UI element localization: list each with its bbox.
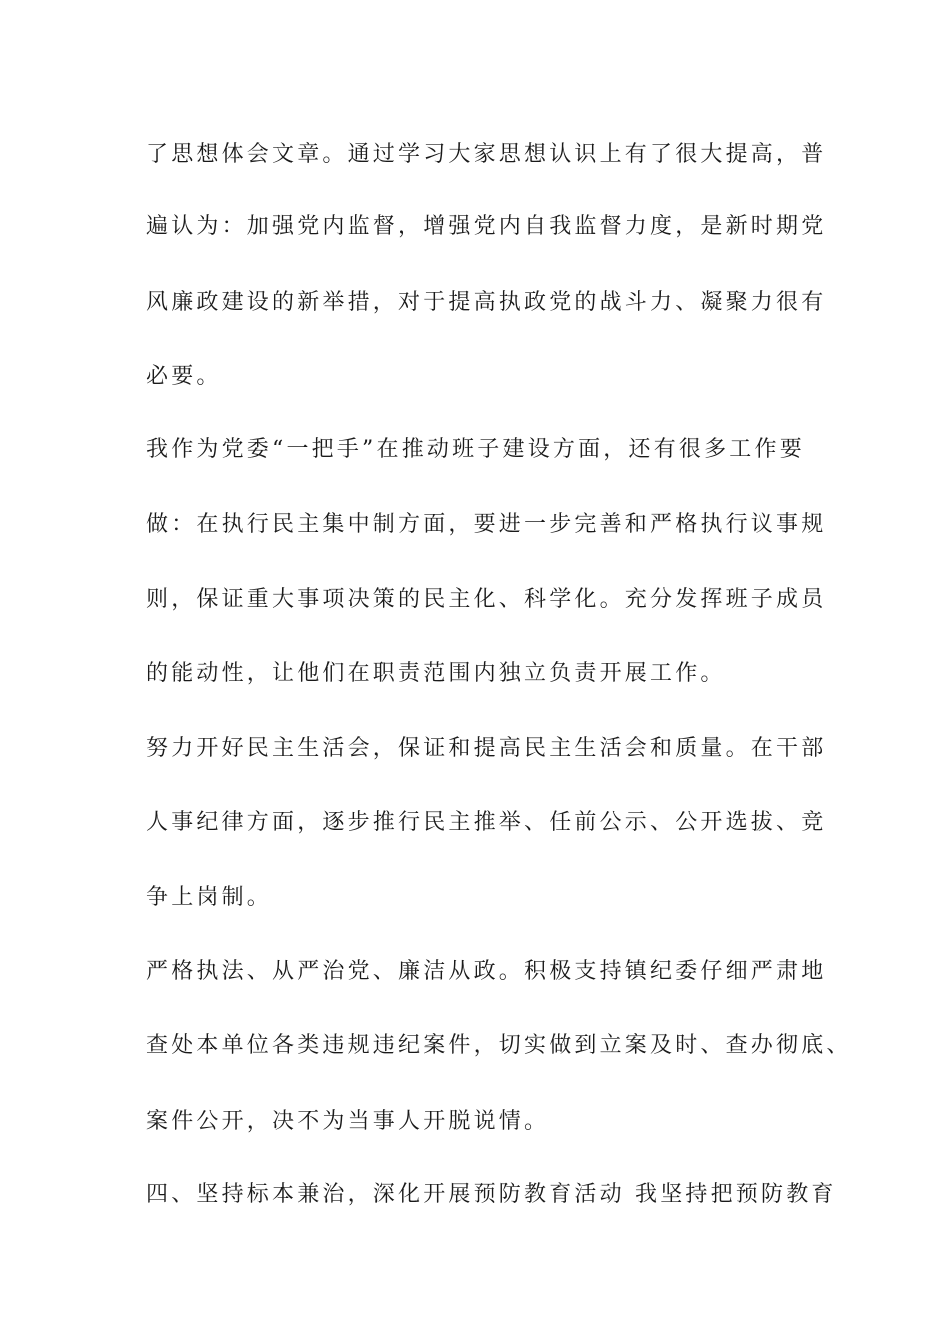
- text-line: 四、坚持标本兼治，深化开展预防教育活动 我坚持把预防教育: [146, 1182, 837, 1207]
- text-line: 遍认为：加强党内监督，增强党内自我监督力度，是新时期党: [146, 214, 827, 239]
- text-line: 我作为党委“一把手”在推动班子建设方面，还有很多工作要: [146, 437, 805, 462]
- text-line: 努力开好民主生活会，保证和提高民主生活会和质量。在干部: [146, 736, 827, 761]
- text-line: 人事纪律方面，逐步推行民主推举、任前公示、公开选拔、竞: [146, 810, 827, 835]
- text-line: 了思想体会文章。通过学习大家思想认识上有了很大提高，普: [146, 142, 827, 167]
- text-line: 的能动性，让他们在职责范围内独立负责开展工作。: [146, 661, 726, 686]
- text-line: 案件公开，决不为当事人开脱说情。: [146, 1109, 550, 1134]
- text-line: 则，保证重大事项决策的民主化、科学化。充分发挥班子成员: [146, 587, 827, 612]
- text-line: 做：在执行民主集中制方面，要进一步完善和严格执行议事规: [146, 512, 827, 537]
- text-line: 查处本单位各类违规违纪案件，切实做到立案及时、查办彻底、: [146, 1033, 852, 1058]
- text-line: 严格执法、从严治党、廉洁从政。积极支持镇纪委仔细严肃地: [146, 959, 827, 984]
- text-line: 争上岗制。: [146, 885, 273, 910]
- text-line: 风廉政建设的新举措，对于提高执政党的战斗力、凝聚力很有: [146, 290, 827, 315]
- text-line: 必要。: [146, 364, 222, 389]
